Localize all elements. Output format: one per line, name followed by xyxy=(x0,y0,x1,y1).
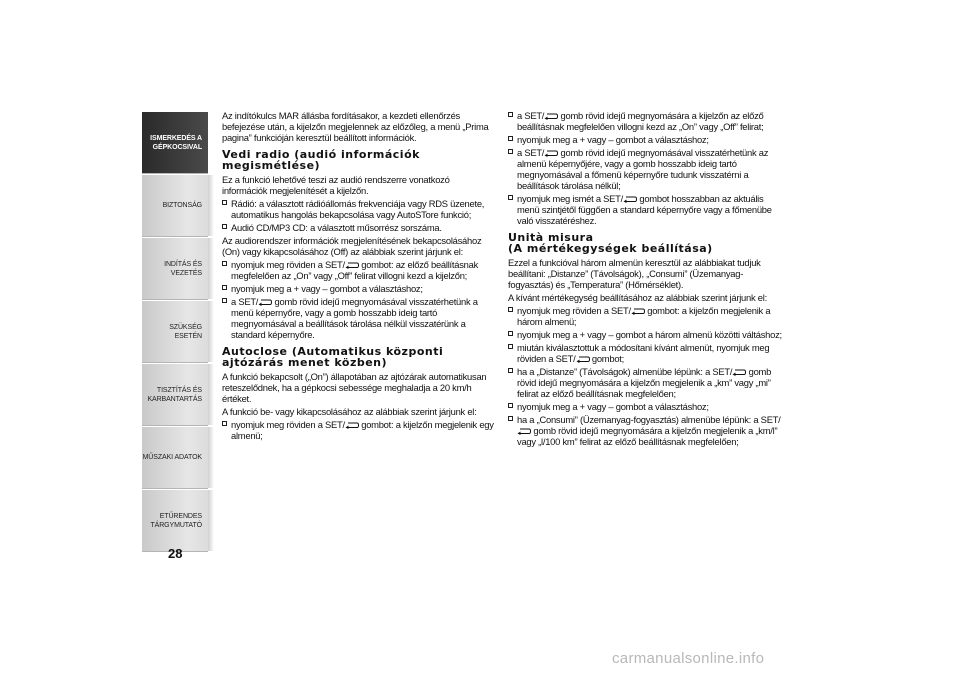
set-return-arrow-icon xyxy=(345,262,359,269)
paragraph: A kívánt mértékegység beállításához az alábbiak szerint járjunk el: xyxy=(508,292,767,303)
paragraph: A funkció bekapcsolt („On”) állapotában az ajtózárak automatikusan reteszelődnek, ha a gépkocsi sebessége meghaladja a 20 km/h értéket. xyxy=(222,371,487,404)
set-return-arrow-icon xyxy=(544,113,558,120)
list-item: nyomjuk meg röviden a SET/ gombot: a kijelzőn megjelenik a három almenü; xyxy=(508,305,784,327)
bullet-list xyxy=(222,198,494,233)
list-item: a SET/ gomb rövid idejű megnyomásával visszatérhetünk az almenü képernyőjére, vagy a gomb hosszabb ideig tartó megnyomásával a főmenü képernyőre tudunk visszatérni a beállítások tárolása nélkül; xyxy=(508,147,784,191)
heading-vedi-radio: Vedi radio (audió információk megismétlése) xyxy=(222,148,420,172)
list-item: Rádió: a választott rádióállomás frekvenciája vagy RDS üzenete, automatikus hangolás bekapcsolása vagy AutoSTore funkció; xyxy=(222,198,494,220)
intro-paragraph: Az indítókulcs MAR állásba fordításakor, a kezdeti ellenőrzés befejezése után, a kijelzőn megjelennek az előzőleg, a menü „Prima pagina” funkcióján keresztül beállított információk. xyxy=(222,110,489,143)
paragraph: Ez a funkció lehetővé teszi az audió rendszerre vonatkozó információk megjelenítését a kijelzőn. xyxy=(222,174,450,196)
heading-autoclose: Autoclose (Automatikus központi ajtózárás menet közben) xyxy=(222,345,444,369)
set-return-arrow-icon xyxy=(258,299,272,306)
set-return-arrow-icon xyxy=(544,150,558,157)
tab-muszaki[interactable]: MŰSZAKI ADATOK xyxy=(142,427,208,489)
watermark-text: carmanualsonline.info xyxy=(612,650,765,667)
set-return-arrow-icon xyxy=(345,422,359,429)
list-item: ha a „Distanze” (Távolságok) almenübe lépünk: a SET/ gomb rövid idejű megnyomására a kijelzőn megjelenik a „km” vagy „mi” felirat az előző beállításnak megfelelően; xyxy=(508,366,784,399)
tab-szukseg[interactable]: SZÜKSÉG ESETÉN xyxy=(142,301,208,363)
bullet-list xyxy=(508,110,784,226)
left-column xyxy=(222,110,494,443)
bullet-list xyxy=(508,305,784,447)
tab-targymutato[interactable]: ETŰRENDES TÁRGYMUTATÓ xyxy=(142,490,208,552)
list-item: Audió CD/MP3 CD: a választott műsorrész sorszáma. xyxy=(222,222,494,233)
list-item: nyomjuk meg a + vagy – gombot a választáshoz; xyxy=(508,134,784,145)
set-return-arrow-icon xyxy=(623,196,637,203)
page-number: 28 xyxy=(168,546,183,561)
list-item: nyomjuk meg röviden a SET/ gombot: az előző beállításnak megfelelően az „On” vagy „Off” felirat villogni kezd a kijelzőn; xyxy=(222,259,494,281)
set-return-arrow-icon xyxy=(517,428,531,435)
list-item: nyomjuk meg a + vagy – gombot a választáshoz; xyxy=(508,401,784,412)
section-tabs xyxy=(142,112,208,553)
list-item: ha a „Consumi” (Üzemanyag-fogyasztás) almenübe lépünk: a SET/ gomb rövid idejű megnyomására a kijelzőn megjelenik a „km/l” vagy „l/100 km” felirat az előző beállításnak megfelelően; xyxy=(508,414,784,447)
list-item: nyomjuk meg röviden a SET/ gombot: a kijelzőn megjelenik egy almenü; xyxy=(222,419,494,441)
list-item: a SET/ gomb rövid idejű megnyomására a kijelzőn az előző beállításnak megfelelően villogni kezd az „On” vagy „Off” felirat; xyxy=(508,110,784,132)
list-item: nyomjuk meg a + vagy – gombot a három almenü közötti váltáshoz; xyxy=(508,329,784,340)
tab-ismerkedes[interactable]: ISMERKEDÉS A GÉPKOCSIVAL xyxy=(142,112,208,174)
set-return-arrow-icon xyxy=(576,356,590,363)
set-return-arrow-icon xyxy=(631,308,645,315)
tab-inditas[interactable]: INDÍTÁS ÉS VEZETÉS xyxy=(142,238,208,300)
bullet-list xyxy=(222,419,494,441)
bullet-list xyxy=(222,259,494,340)
paragraph: A funkció be- vagy kikapcsolásához az alábbiak szerint járjunk el: xyxy=(222,406,477,417)
list-item: miután kiválasztottuk a módosítani kívánt almenüt, nyomjuk meg röviden a SET/ gombot; xyxy=(508,342,784,364)
right-column xyxy=(508,110,784,449)
tab-biztonsag[interactable]: BIZTONSÁG xyxy=(142,175,208,237)
list-item: nyomjuk meg ismét a SET/ gombot hosszabban az aktuális menü szintjétől függően a standard képernyőre vagy a főmenübe való visszatéréshez. xyxy=(508,193,784,226)
paragraph: Az audiorendszer információk megjelenítésének bekapcsolásához (On) vagy kikapcsolásához (Off) az alábbiak szerint járjunk el: xyxy=(222,235,482,257)
list-item: a SET/ gomb rövid idejű megnyomásával visszatérhetünk a menü képernyőre, vagy a gomb hosszabb ideig tartó megnyomásával a beállítások tárolása nélkül visszatérünk a standard képernyőre. xyxy=(222,296,494,340)
set-return-arrow-icon xyxy=(732,369,746,376)
heading-unita-misura: Unità misura (A mértékegységek beállítása) xyxy=(508,231,713,255)
paragraph: Ezzel a funkcióval három almenün keresztül az alábbiakat tudjuk beállítani: „Distanze” (Távolságok), „Consumi” (Üzemanyag-fogyasztás) és „Temperatura” (Hőmérséklet). xyxy=(508,257,761,290)
tab-tisztitas[interactable]: TISZTÍTÁS ÉS KARBANTARTÁS xyxy=(142,364,208,426)
list-item: nyomjuk meg a + vagy – gombot a választáshoz; xyxy=(222,283,494,294)
